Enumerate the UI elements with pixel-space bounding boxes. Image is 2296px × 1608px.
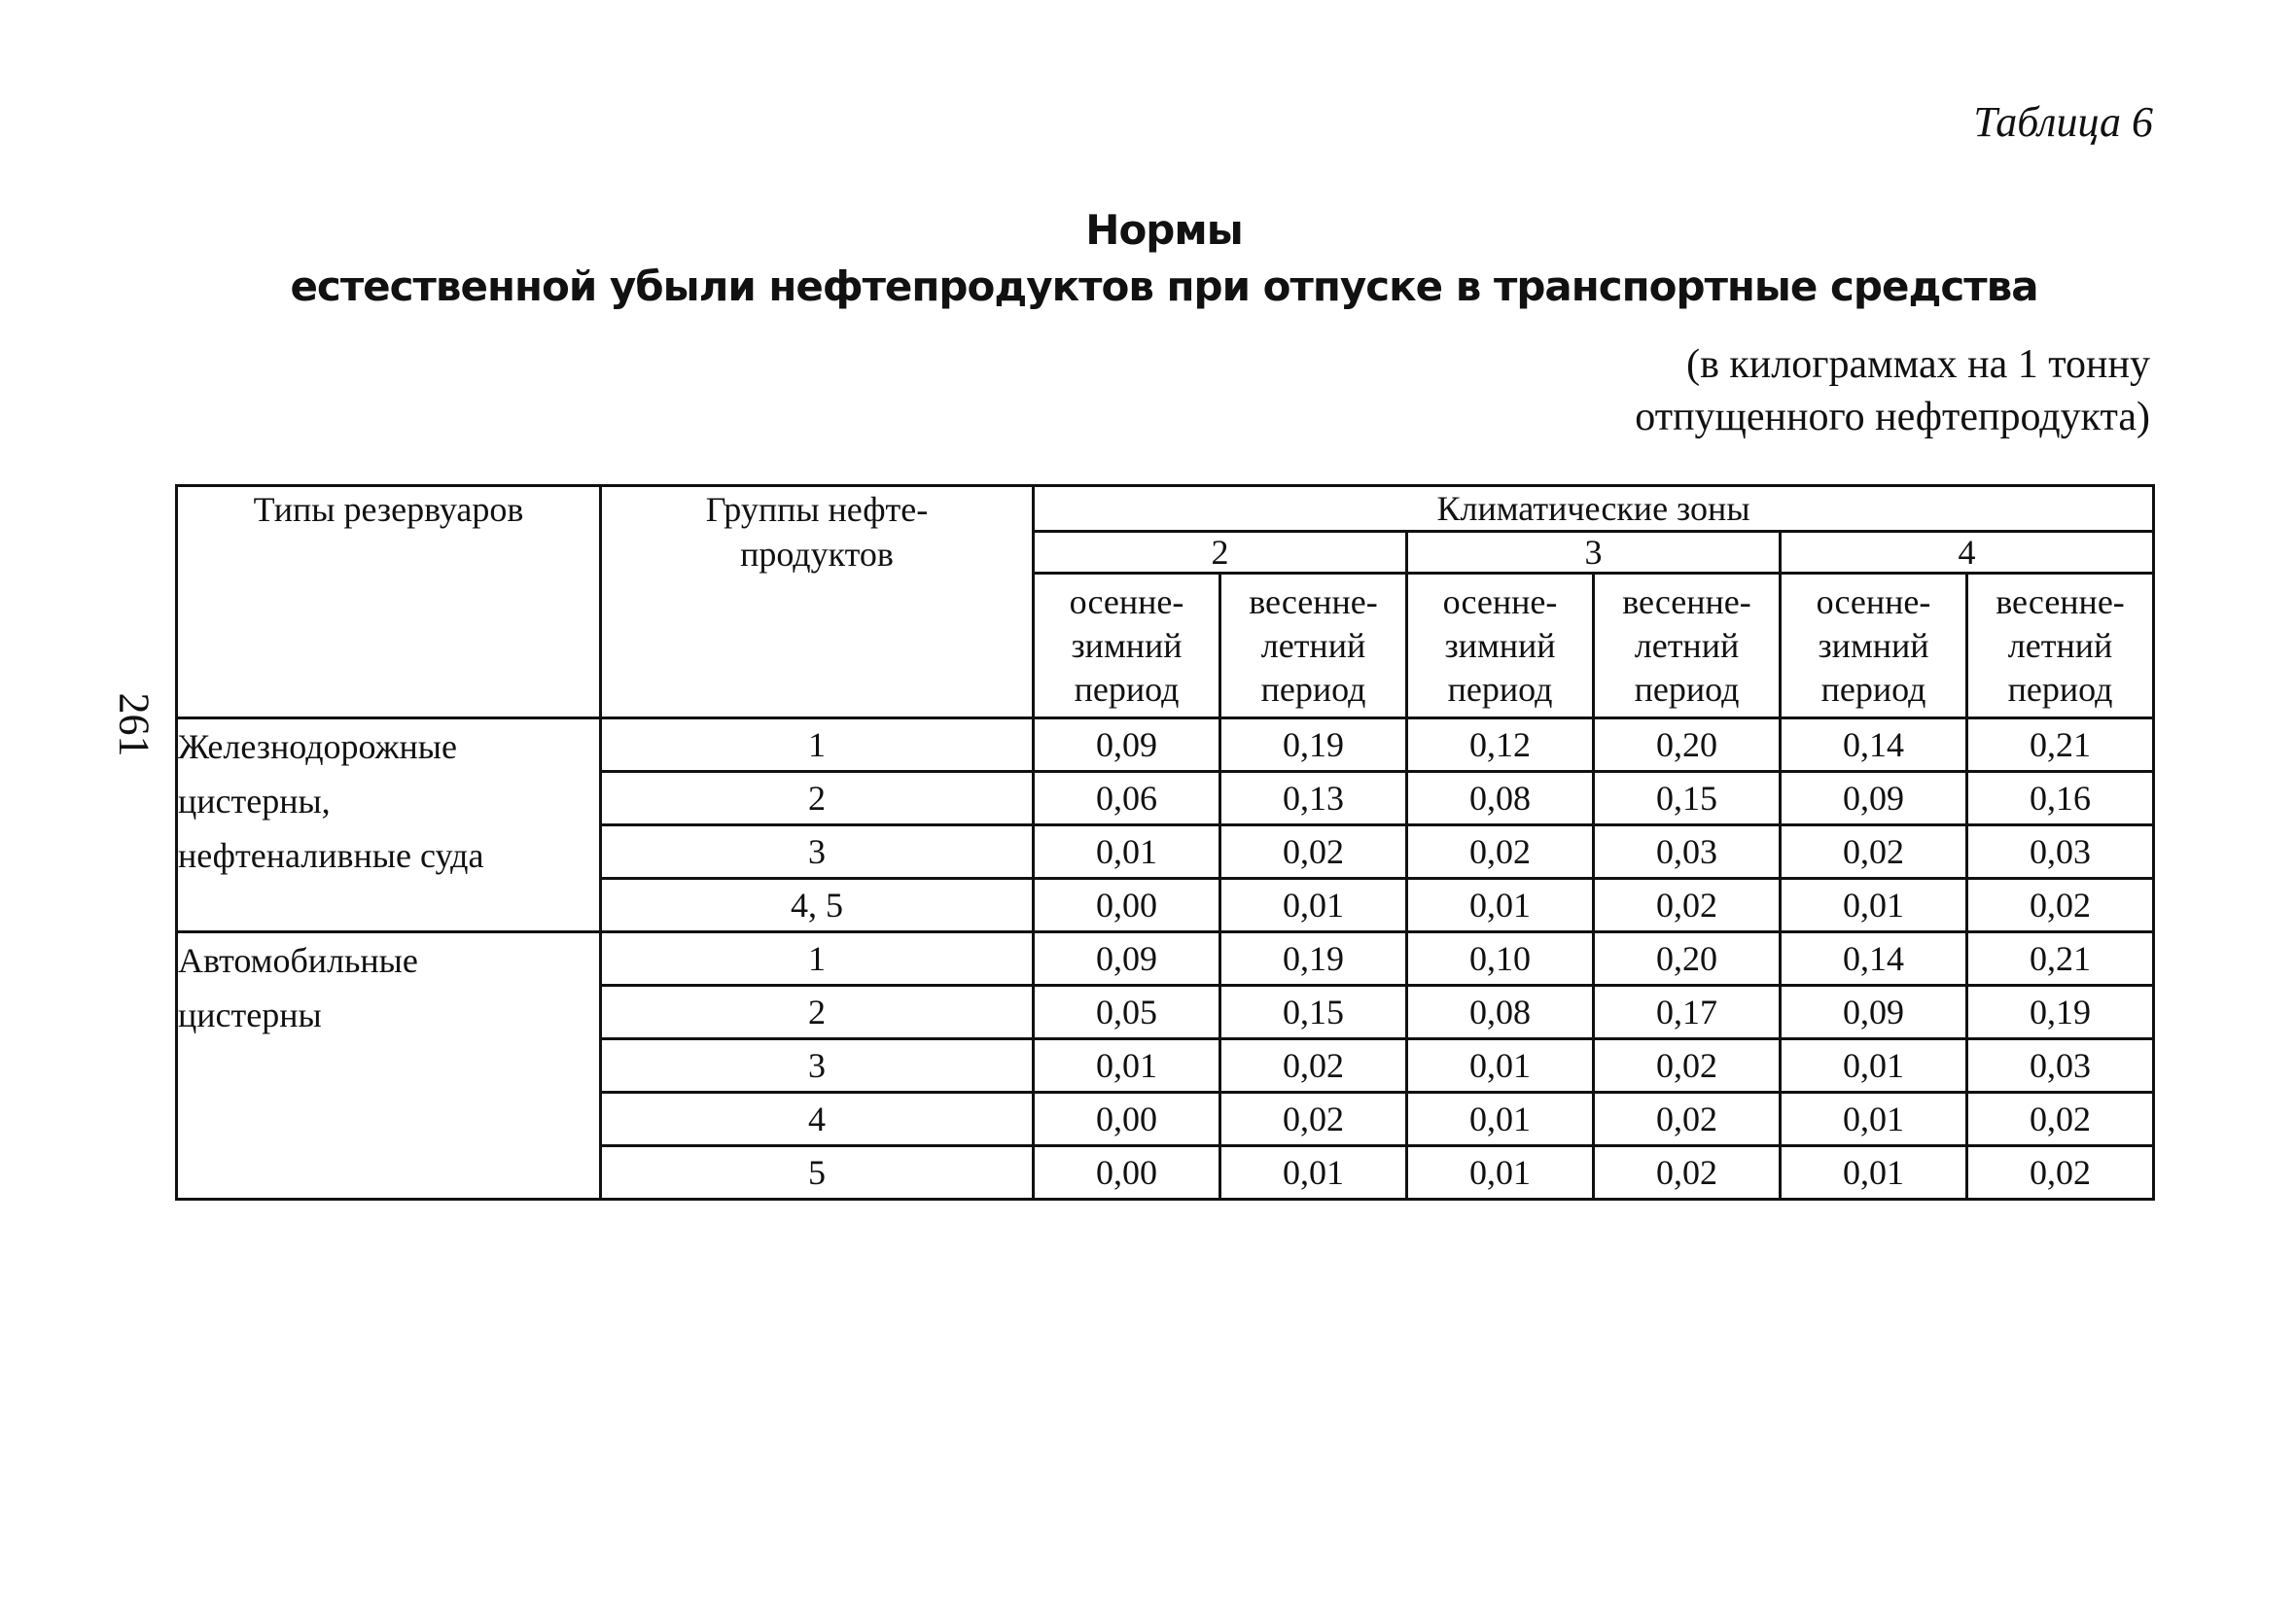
loss-value-cell: 0,01	[1034, 825, 1220, 879]
period-line: осенне-	[1069, 581, 1184, 621]
period-line: летний	[2007, 625, 2113, 665]
table-row	[177, 932, 2154, 986]
period-line: период	[1634, 669, 1740, 709]
period-line: летний	[1260, 625, 1366, 665]
loss-value-cell: 0,02	[1967, 1146, 2154, 1200]
reservoir-type-line: Автомобильные	[178, 941, 418, 980]
loss-value-cell: 0,09	[1034, 932, 1220, 986]
loss-value-cell: 0,00	[1034, 1146, 1220, 1200]
loss-value-cell: 0,00	[1034, 879, 1220, 932]
loss-value-cell: 0,19	[1220, 718, 1407, 772]
loss-value-cell: 0,03	[1967, 1039, 2154, 1093]
header-types	[177, 486, 601, 718]
loss-value-cell: 0,02	[1220, 825, 1407, 879]
loss-value-cell: 0,03	[1967, 825, 2154, 879]
loss-value-cell: 0,01	[1034, 1039, 1220, 1093]
period-line: весенне-	[1249, 581, 1378, 621]
header-zone-2: 2	[1034, 532, 1407, 574]
period-line: весенне-	[1996, 581, 2125, 621]
loss-value-cell: 0,00	[1034, 1093, 1220, 1146]
loss-value-cell: 0,02	[1594, 1039, 1781, 1093]
units-line-1: (в килограммах на 1 тонну	[1686, 342, 2150, 387]
loss-value-cell: 0,13	[1220, 772, 1407, 825]
loss-value-cell: 0,02	[1594, 1093, 1781, 1146]
period-line: зимний	[1071, 625, 1183, 665]
product-group-cell: 5	[601, 1146, 1034, 1200]
loss-value-cell: 0,21	[1967, 932, 2154, 986]
product-group-cell: 4, 5	[601, 879, 1034, 932]
loss-value-cell: 0,02	[1781, 825, 1967, 879]
loss-value-cell: 0,01	[1781, 1039, 1967, 1093]
loss-value-cell: 0,14	[1781, 718, 1967, 772]
loss-value-cell: 0,01	[1407, 879, 1594, 932]
period-line: осенне-	[1442, 581, 1558, 621]
loss-value-cell: 0,02	[1594, 879, 1781, 932]
period-line: период	[1820, 669, 1926, 709]
header-groups-line-1: Группы нефте-	[705, 490, 929, 529]
loss-value-cell: 0,01	[1407, 1093, 1594, 1146]
table-label: Таблица 6	[1973, 98, 2153, 146]
reservoir-type-line: цистерны	[178, 996, 322, 1034]
loss-value-cell: 0,09	[1781, 986, 1967, 1039]
loss-value-cell: 0,01	[1781, 1093, 1967, 1146]
loss-value-cell: 0,19	[1967, 986, 2154, 1039]
period-line: период	[1447, 669, 1553, 709]
loss-value-cell: 0,01	[1407, 1146, 1594, 1200]
product-group-cell: 1	[601, 932, 1034, 986]
loss-value-cell: 0,02	[1967, 879, 2154, 932]
header-groups	[601, 486, 1034, 718]
header-groups-line-2: продуктов	[740, 535, 894, 574]
loss-value-cell: 0,01	[1220, 1146, 1407, 1200]
header-period-autumn	[1034, 574, 1220, 718]
loss-value-cell: 0,15	[1220, 986, 1407, 1039]
loss-value-cell: 0,06	[1034, 772, 1220, 825]
product-group-cell: 3	[601, 825, 1034, 879]
product-group-cell: 2	[601, 986, 1034, 1039]
loss-value-cell: 0,10	[1407, 932, 1594, 986]
loss-value-cell: 0,01	[1407, 1039, 1594, 1093]
loss-value-cell: 0,09	[1034, 718, 1220, 772]
product-group-cell: 1	[601, 718, 1034, 772]
period-line: период	[1260, 669, 1366, 709]
loss-value-cell: 0,08	[1407, 986, 1594, 1039]
loss-value-cell: 0,05	[1034, 986, 1220, 1039]
document-subtitle: естественной убыли нефтепродуктов при отпуске в транспортные средства	[290, 262, 2038, 310]
loss-value-cell: 0,12	[1407, 718, 1594, 772]
loss-value-cell: 0,20	[1594, 718, 1781, 772]
loss-value-cell: 0,19	[1220, 932, 1407, 986]
loss-value-cell: 0,17	[1594, 986, 1781, 1039]
reservoir-type-line: цистерны,	[178, 782, 331, 821]
table-row	[177, 718, 2154, 772]
loss-value-cell: 0,03	[1594, 825, 1781, 879]
loss-value-cell: 0,02	[1220, 1039, 1407, 1093]
loss-value-cell: 0,20	[1594, 932, 1781, 986]
loss-value-cell: 0,01	[1220, 879, 1407, 932]
units-note	[1635, 338, 2150, 443]
reservoir-type-cell	[177, 932, 601, 1200]
period-line: период	[1074, 669, 1180, 709]
norms-table	[175, 484, 2155, 1201]
table-body	[177, 718, 2154, 1200]
period-line: период	[2007, 669, 2113, 709]
loss-value-cell: 0,09	[1781, 772, 1967, 825]
loss-value-cell: 0,01	[1781, 1146, 1967, 1200]
units-line-2: отпущенного нефтепродукта)	[1635, 395, 2150, 439]
page-number: 261	[110, 692, 159, 757]
header-period-autumn	[1407, 574, 1594, 718]
loss-value-cell: 0,02	[1967, 1093, 2154, 1146]
reservoir-type-line: нефтеналивные суда	[178, 836, 484, 875]
loss-value-cell: 0,08	[1407, 772, 1594, 825]
header-zone-3: 3	[1407, 532, 1781, 574]
document-title: Нормы	[1085, 206, 1243, 254]
period-line: зимний	[1444, 625, 1556, 665]
header-types-label: Типы резервуаров	[253, 490, 524, 529]
loss-value-cell: 0,02	[1407, 825, 1594, 879]
reservoir-type-line: Железнодорожные	[178, 727, 457, 766]
period-line: весенне-	[1622, 581, 1751, 621]
loss-value-cell: 0,02	[1220, 1093, 1407, 1146]
header-period-spring	[1594, 574, 1781, 718]
header-period-autumn	[1781, 574, 1967, 718]
period-line: осенне-	[1816, 581, 1931, 621]
loss-value-cell: 0,14	[1781, 932, 1967, 986]
header-period-spring	[1220, 574, 1407, 718]
loss-value-cell: 0,02	[1594, 1146, 1781, 1200]
header-climate-zones: Климатические зоны	[1034, 486, 2154, 532]
loss-value-cell: 0,15	[1594, 772, 1781, 825]
header-zone-4: 4	[1781, 532, 2154, 574]
product-group-cell: 2	[601, 772, 1034, 825]
reservoir-type-cell	[177, 718, 601, 932]
product-group-cell: 3	[601, 1039, 1034, 1093]
loss-value-cell: 0,01	[1781, 879, 1967, 932]
period-line: летний	[1634, 625, 1740, 665]
loss-value-cell: 0,21	[1967, 718, 2154, 772]
product-group-cell: 4	[601, 1093, 1034, 1146]
header-period-spring	[1967, 574, 2154, 718]
loss-value-cell: 0,16	[1967, 772, 2154, 825]
period-line: зимний	[1818, 625, 1929, 665]
